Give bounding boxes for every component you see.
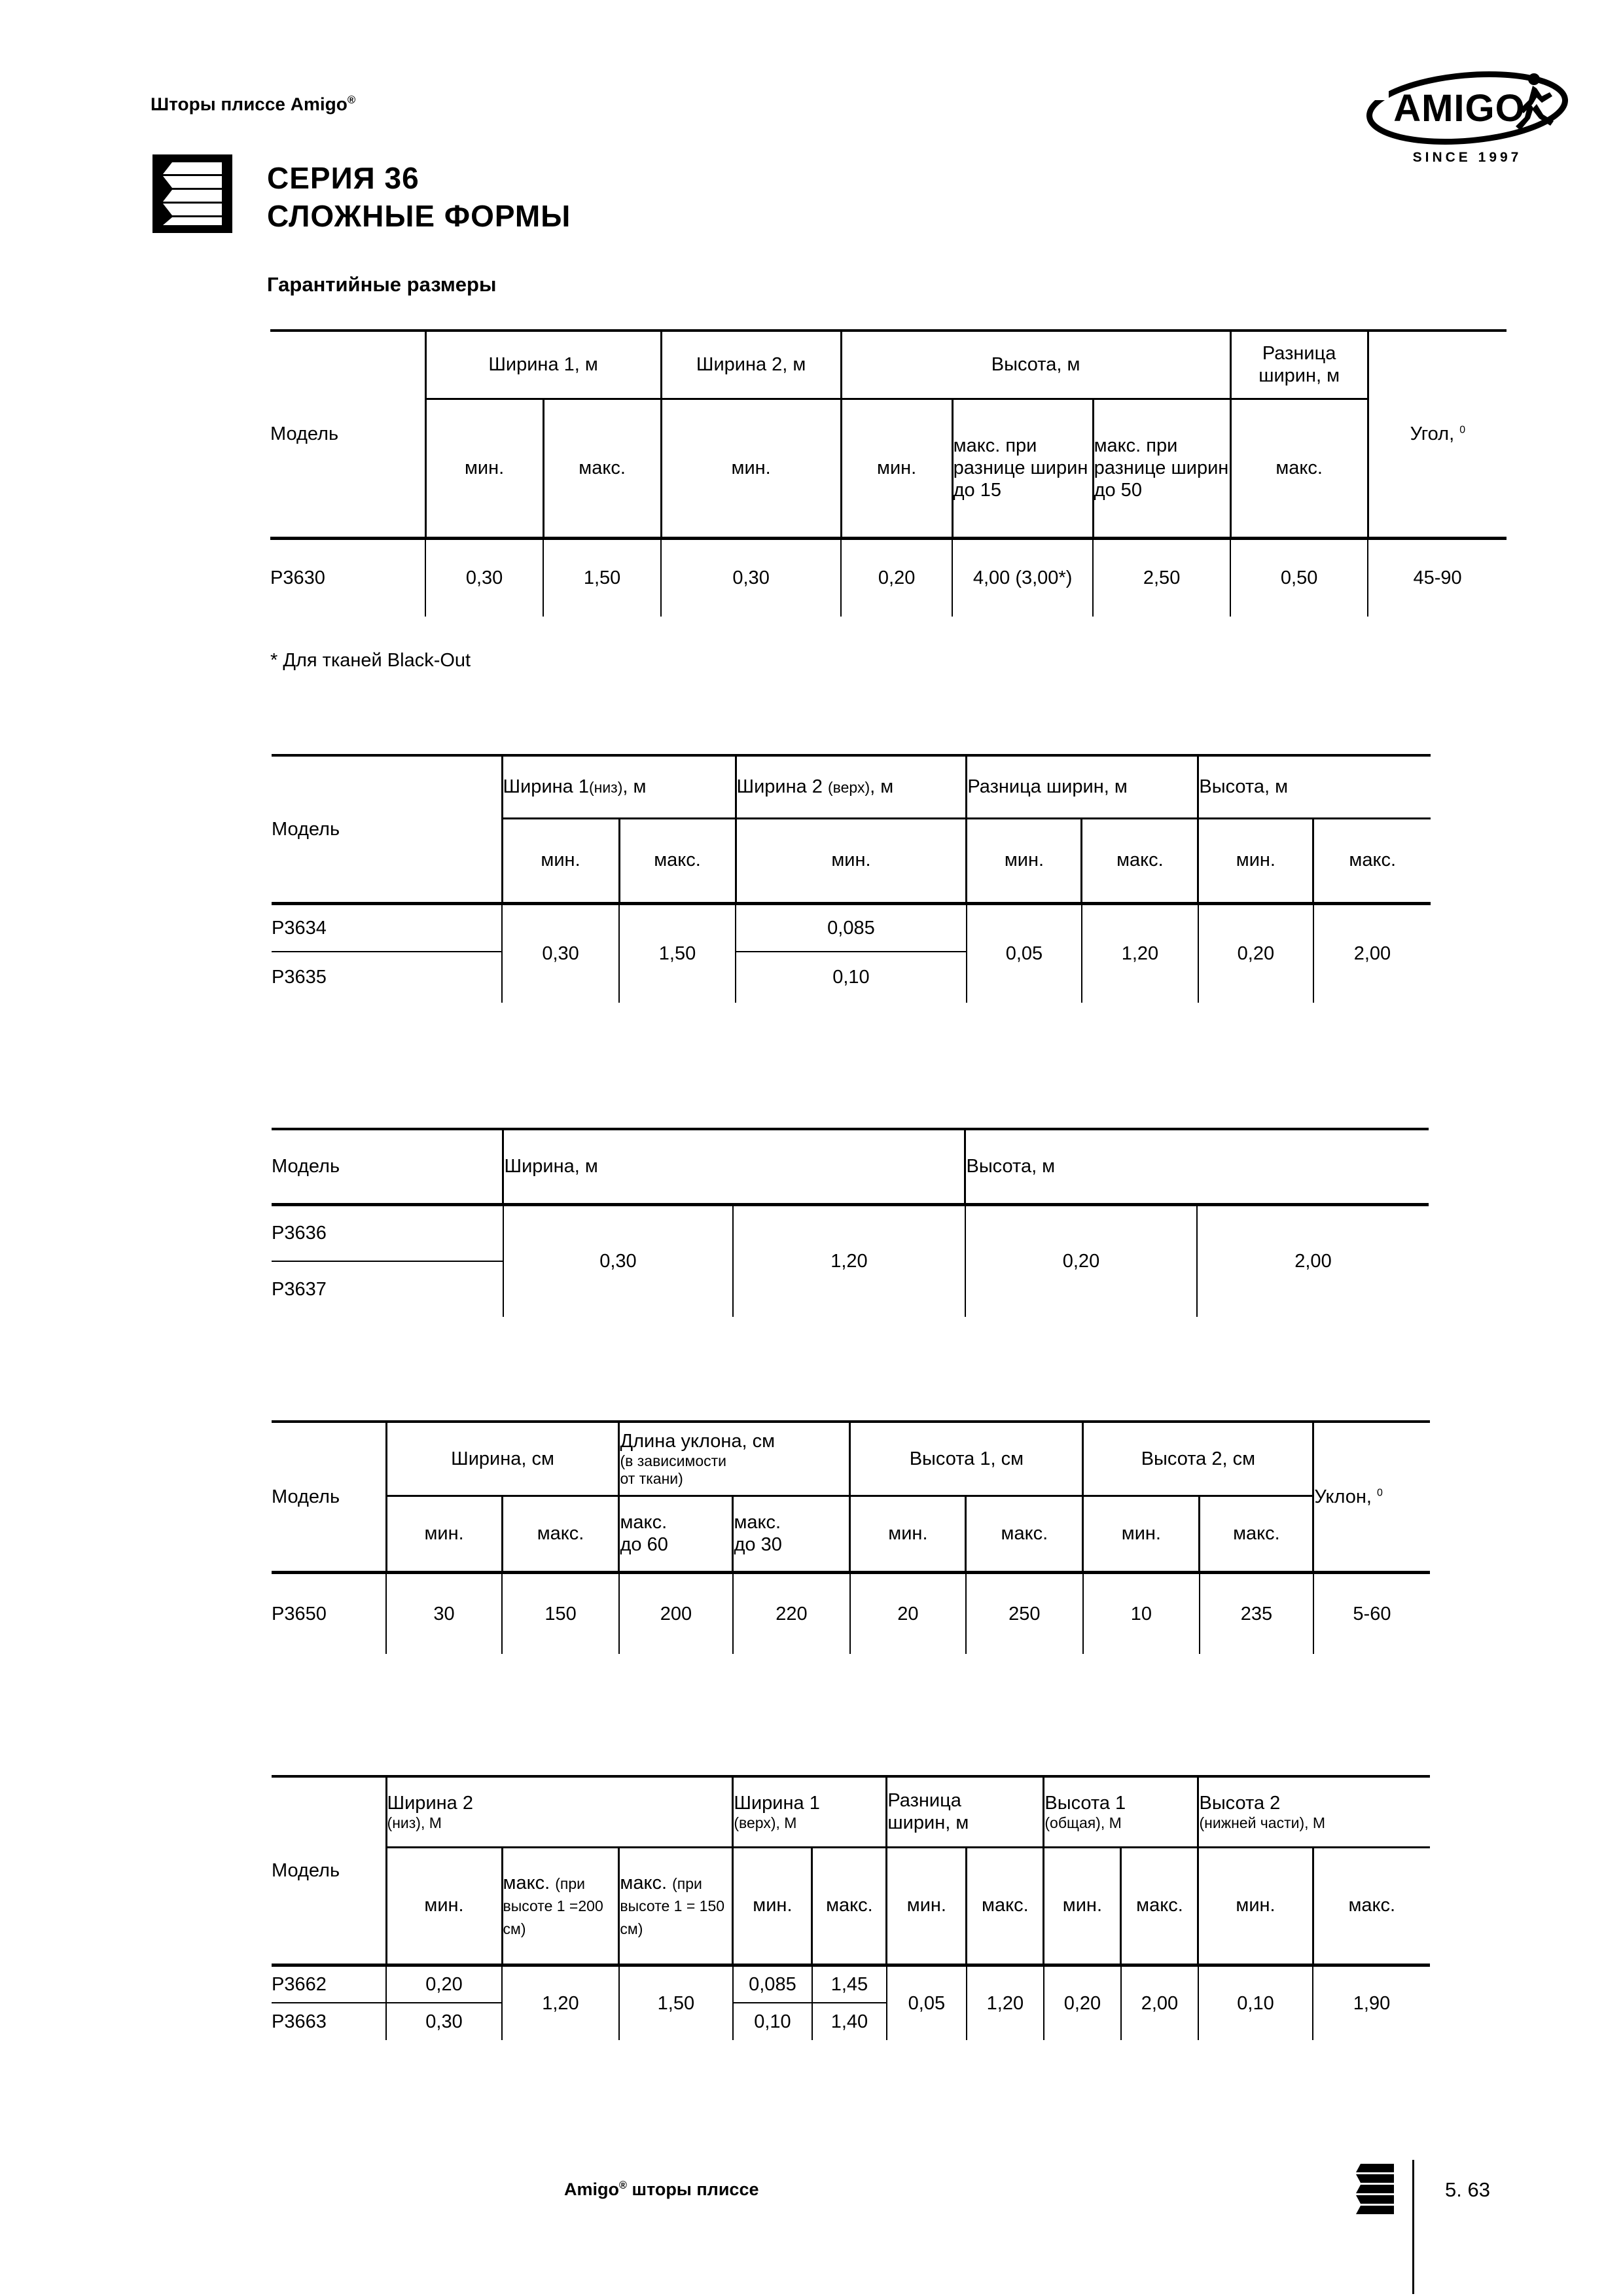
- t4-len-note-2: от ткани): [620, 1469, 683, 1487]
- t5-cell-model-1: Р3662: [272, 1965, 386, 2003]
- t5-diff-unit: ширин, м: [887, 1812, 969, 1834]
- t4-cell-h2max: 235: [1200, 1572, 1313, 1654]
- t5-w1-label: Ширина 1: [734, 1792, 820, 1814]
- t4-header-model: Модель: [272, 1422, 386, 1572]
- footer-brand: Amigo: [564, 2179, 619, 2199]
- registered-mark: ®: [347, 94, 356, 106]
- t2-cell-diffmax: 1,20: [1082, 903, 1198, 1003]
- t4-sub-h2-min: мин.: [1083, 1496, 1200, 1572]
- table-row: [272, 1204, 1429, 1261]
- t4-sub-h2-max: макс.: [1200, 1496, 1313, 1572]
- t4-cell-len60: 200: [619, 1572, 733, 1654]
- t2-sub-w1-min: мин.: [502, 818, 619, 903]
- t5-cell-w1min-1: 0,085: [733, 1965, 812, 2003]
- t4-len60-b: до 60: [620, 1534, 668, 1555]
- t5-cell-w2max200: 1,20: [502, 1965, 619, 2040]
- t5-sub-h1-min: мин.: [1044, 1847, 1121, 1965]
- t4-group-width: Ширина, см: [386, 1422, 619, 1496]
- t3-cell-wmin: 0,30: [503, 1204, 733, 1317]
- t4-cell-wmax: 150: [502, 1572, 619, 1654]
- t4-group-height2: Высота 2, см: [1083, 1422, 1313, 1496]
- t1-angle-label: Угол,: [1410, 423, 1455, 445]
- t4-sub-h1-max: макс.: [966, 1496, 1083, 1572]
- pleated-blind-icon: [152, 154, 232, 233]
- t5-h2-label: Высота 2: [1199, 1792, 1281, 1814]
- t4-slope-label: Уклон,: [1314, 1486, 1372, 1507]
- t1-cell-hmax15: 4,00 (3,00*): [952, 538, 1093, 617]
- series-title-line1: СЕРИЯ 36: [267, 161, 419, 195]
- t5-cell-w1max-1: 1,45: [812, 1965, 887, 2003]
- t3-group-width: Ширина, м: [503, 1129, 965, 1204]
- t5-sub-w2-max150: [619, 1847, 733, 1965]
- t4-len60-a: макс.: [620, 1511, 668, 1533]
- t5-h2-note: (нижней части), М: [1199, 1814, 1326, 1831]
- t5-cell-w2min-1: 0,20: [386, 1965, 502, 2003]
- t4-header-slope: [1313, 1422, 1430, 1572]
- t5-w2-label: Ширина 2: [387, 1792, 473, 1814]
- t5-group-height2: [1198, 1776, 1430, 1847]
- t2-w1-label: Ширина 1: [503, 776, 589, 798]
- t1-group-width1: Ширина 1, м: [425, 331, 661, 399]
- t2-cell-model-2: Р3635: [272, 967, 327, 988]
- t2-cell-w2min-2: 0,10: [736, 952, 967, 1003]
- t2-sub-h-min: мин.: [1198, 818, 1313, 903]
- t5-group-width-diff: [887, 1776, 1044, 1847]
- t5-h1-label: Высота 1: [1044, 1792, 1126, 1814]
- t4-len30-a: макс.: [734, 1511, 781, 1533]
- t5-sub-w2-max200: [502, 1847, 619, 1965]
- t2-sub-w1-max: макс.: [619, 818, 736, 903]
- table-p3634-p3635: [272, 754, 1431, 1003]
- brand-header: [151, 94, 355, 115]
- t2-sub-diff-min: мин.: [967, 818, 1082, 903]
- t4-len-note-1: (в зависимости: [620, 1452, 726, 1469]
- t5-sub-h2-min: мин.: [1198, 1847, 1313, 1965]
- t2-group-width1-bottom: [502, 755, 736, 818]
- t4-sub-w-max: макс.: [502, 1496, 619, 1572]
- t1-sub-h-min: мин.: [841, 399, 952, 538]
- t5-max150-b: (при высоте 1 = 150 см): [620, 1875, 725, 1937]
- t5-cell-h1max: 2,00: [1121, 1965, 1198, 2040]
- t2-w1-note: (низ): [588, 779, 623, 797]
- t5-h1-note: (общая), М: [1044, 1814, 1122, 1831]
- t1-cell-diffmax: 0,50: [1230, 538, 1368, 617]
- t5-group-width1: [733, 1776, 887, 1847]
- table-row: [272, 903, 1431, 952]
- t2-cell-diffmin: 0,05: [967, 903, 1082, 1003]
- t4-group-slope-length: [619, 1422, 850, 1496]
- t4-cell-h1max: 250: [966, 1572, 1083, 1654]
- t4-cell-h1min: 20: [850, 1572, 966, 1654]
- t4-len-label: Длина уклона, см: [620, 1430, 776, 1452]
- t2-cell-w1max: 1,50: [619, 903, 736, 1003]
- footer-divider: [1412, 2160, 1414, 2294]
- t2-cell-hmin: 0,20: [1198, 903, 1313, 1003]
- table-p3650: [272, 1420, 1430, 1654]
- t4-sub-w-min: мин.: [386, 1496, 502, 1572]
- t2-cell-w1min: 0,30: [502, 903, 619, 1003]
- degree-sup: 0: [1459, 424, 1466, 436]
- t2-w2-unit: , м: [870, 776, 894, 798]
- t4-sub-len30: [733, 1496, 850, 1572]
- t4-cell-len30: 220: [733, 1572, 850, 1654]
- t1-sub-w1-max: макс.: [543, 399, 661, 538]
- t5-cell-h2max: 1,90: [1313, 1965, 1430, 2040]
- t5-sub-w1-max: макс.: [812, 1847, 887, 1965]
- t4-sub-h1-min: мин.: [850, 1496, 966, 1572]
- t5-cell-diffmin: 0,05: [887, 1965, 967, 2040]
- t5-group-width2: [386, 1776, 733, 1847]
- t1-group-width-diff: Разница ширин, м: [1230, 331, 1368, 399]
- t3-header-model: Модель: [272, 1129, 503, 1204]
- t5-cell-diffmax: 1,20: [967, 1965, 1044, 2040]
- t1-sub-h-max50: макс. при разнице ширин до 50: [1093, 399, 1230, 538]
- t2-group-width-diff: Разница ширин, м: [967, 755, 1198, 818]
- t2-w2-note: (верх): [828, 779, 870, 797]
- t1-sub-h-max15: макс. при разнице ширин до 15: [952, 399, 1093, 538]
- table-p3636-p3637: [272, 1128, 1429, 1317]
- t2-cell-model-1: Р3634: [272, 903, 502, 952]
- t5-cell-model-2: Р3663: [272, 2011, 327, 2032]
- logo-tagline: SINCE 1997: [1412, 150, 1522, 165]
- t5-group-height1: [1044, 1776, 1198, 1847]
- section-subtitle: Гарантийные размеры: [267, 273, 497, 296]
- footer-pleat-icon: [1356, 2164, 1394, 2216]
- t5-diff-label: Разница: [887, 1790, 961, 1812]
- t3-cell-wmax: 1,20: [733, 1204, 965, 1317]
- t5-w1-note: (верх), М: [734, 1814, 797, 1831]
- t3-cell-model-1: Р3636: [272, 1204, 503, 1261]
- page-number: 5. 63: [1445, 2178, 1490, 2201]
- t1-cell-hmin: 0,20: [841, 538, 952, 617]
- t5-sub-h2-max: макс.: [1313, 1847, 1430, 1965]
- t4-group-height1: Высота 1, см: [850, 1422, 1083, 1496]
- degree-sup: 0: [1377, 1486, 1383, 1498]
- t2-cell-w2min-1: 0,085: [736, 903, 967, 952]
- t3-cell-model-2: Р3637: [272, 1278, 327, 1300]
- t1-sub-w1-min: мин.: [425, 399, 543, 538]
- series-title-line2: СЛОЖНЫЕ ФОРМЫ: [267, 199, 571, 233]
- blackout-footnote: * Для тканей Black-Out: [270, 650, 471, 671]
- t5-cell-h1min: 0,20: [1044, 1965, 1121, 2040]
- amigo-logo: [1363, 67, 1578, 166]
- t1-group-height: Высота, м: [841, 331, 1230, 399]
- t5-cell-w1min-2: 0,10: [733, 2003, 812, 2040]
- footer-text: [564, 2179, 758, 2200]
- registered-mark: ®: [619, 2179, 627, 2191]
- t4-cell-slope: 5-60: [1313, 1572, 1430, 1654]
- t5-max150-a: макс.: [620, 1873, 673, 1894]
- t4-cell-h2min: 10: [1083, 1572, 1200, 1654]
- logo-wordmark: AMIGO: [1393, 87, 1525, 130]
- t1-cell-w2min: 0,30: [661, 538, 841, 617]
- t1-group-width2: Ширина 2, м: [661, 331, 841, 399]
- footer-rest: шторы плиссе: [632, 2179, 759, 2199]
- table-row: [270, 538, 1507, 617]
- table-row: [272, 1965, 1430, 2003]
- t3-group-height: Высота, м: [965, 1129, 1429, 1204]
- t1-cell-angle: 45-90: [1368, 538, 1507, 617]
- t2-cell-hmax: 2,00: [1313, 903, 1431, 1003]
- t5-cell-w2max150: 1,50: [619, 1965, 733, 2040]
- t5-cell-w1max-2: 1,40: [812, 2003, 887, 2040]
- t5-sub-w2-min: мин.: [386, 1847, 502, 1965]
- t2-w2-label: Ширина 2: [736, 776, 828, 798]
- t5-max200-a: макс.: [503, 1873, 556, 1894]
- brand-header-text: Шторы плиссе Amigo: [151, 94, 348, 115]
- table-row: [272, 1572, 1430, 1654]
- t4-cell-model: Р3650: [272, 1603, 327, 1624]
- t1-cell-model: Р3630: [270, 567, 325, 589]
- t2-group-width2-top: [736, 755, 967, 818]
- t2-group-height: Высота, м: [1198, 755, 1431, 818]
- t1-sub-diff-max: макс.: [1230, 399, 1368, 538]
- t1-header-model: Модель: [270, 331, 425, 538]
- t2-w1-unit: , м: [622, 776, 647, 798]
- t4-len30-b: до 30: [734, 1534, 782, 1555]
- t1-cell-w1max: 1,50: [543, 538, 661, 617]
- t5-header-model: Модель: [272, 1776, 386, 1965]
- t2-sub-diff-max: макс.: [1082, 818, 1198, 903]
- t1-cell-w1min: 0,30: [425, 538, 543, 617]
- t1-header-angle: [1368, 331, 1507, 538]
- table-p3630-guaranteed-sizes: [270, 329, 1507, 617]
- t1-cell-hmax50: 2,50: [1093, 538, 1230, 617]
- t2-header-model: Модель: [272, 755, 502, 903]
- t5-sub-w1-min: мин.: [733, 1847, 812, 1965]
- t3-cell-hmin: 0,20: [965, 1204, 1197, 1317]
- t1-sub-w2-min: мин.: [661, 399, 841, 538]
- t5-w2-note: (низ), М: [387, 1814, 442, 1831]
- series-title: [267, 159, 571, 235]
- table-p3662-p3663: [272, 1775, 1430, 2040]
- t3-cell-hmax: 2,00: [1197, 1204, 1429, 1317]
- t4-sub-len60: [619, 1496, 733, 1572]
- t2-sub-h-max: макс.: [1313, 818, 1431, 903]
- t5-cell-w2min-2: 0,30: [386, 2003, 502, 2040]
- t4-cell-wmin: 30: [386, 1572, 502, 1654]
- t5-cell-h2min: 0,10: [1198, 1965, 1313, 2040]
- t2-sub-w2-min: мин.: [736, 818, 967, 903]
- t5-sub-diff-max: макс.: [967, 1847, 1044, 1965]
- t5-max200-b: (при высоте 1 =200 см): [503, 1875, 603, 1937]
- t5-sub-h1-max: макс.: [1121, 1847, 1198, 1965]
- t5-sub-diff-min: мин.: [887, 1847, 967, 1965]
